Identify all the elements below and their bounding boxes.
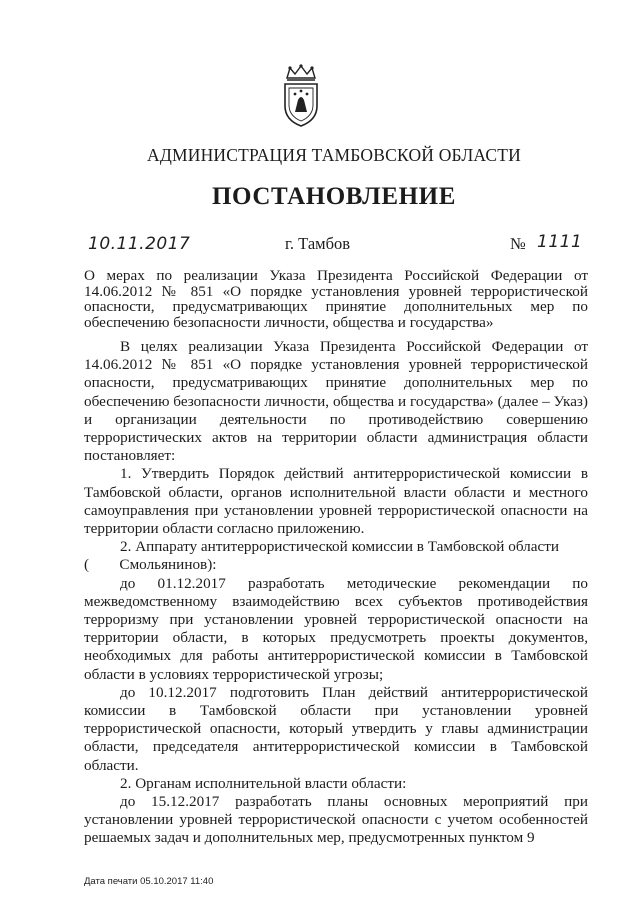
body-paragraph: 2. Аппарату антитеррористической комиссии в Тамбовской области xyxy=(120,538,560,556)
body-paragraph: до 15.12.2017 разработать планы основных мероприятий при установлении уровней террористической опасности с учетом особенностей решаемых задач и дополнительных мер, предусмотренных пунктом 9 xyxy=(84,793,588,847)
document-type-title: ПОСТАНОВЛЕНИЕ xyxy=(211,183,457,210)
body-paragraph: 2. Органам исполнительной власти области: xyxy=(120,774,407,792)
organization-name: АДМИНИСТРАЦИЯ ТАМБОВСКОЙ ОБЛАСТИ xyxy=(147,145,521,165)
print-date-footer: Дата печати 05.10.2017 11:40 xyxy=(84,876,214,887)
document-subject: О мерах по реализации Указа Президента Российской Федерации от 14.06.2012 № 851 «О порядке установления уровней террористической опасности, предусматривающих принятие дополнительных мер по обеспечению безопасности личности, общества и государства» xyxy=(84,267,588,331)
body-paragraph: до 10.12.2017 подготовить План действий антитеррористической комиссии в Тамбовской области при установлении уровней террористической опасности, который утвердить у главы администрации области, председателя антитеррористической комиссии в Тамбовской области. xyxy=(84,683,588,774)
tambov-coat-of-arms-icon xyxy=(279,64,323,128)
handwritten-date: 10.11.2017 xyxy=(88,234,191,254)
city-name: г. Тамбов xyxy=(285,234,351,253)
body-paragraph: В целях реализации Указа Президента Российской Федерации от 14.06.2012 № 851 «О порядке установления уровней террористической опасности, предусматривающих принятие дополнительных мер по обеспечению безопасности личности, общества и государства» (далее – Указ) и организации деятельности по противодействию совершению террористических актов на территории области администрация области постановляет: xyxy=(84,338,588,465)
document-body xyxy=(84,338,588,848)
body-paragraph: до 01.12.2017 разработать методические рекомендации по межведомственному взаимодействию всех субъектов противодействия терроризму при установлении уровней террористической опасности на территории области, в которых предусмотреть проекты документов, необходимых для работы антитеррористической комиссии в Тамбовской области в условиях террористической угрозы; xyxy=(84,574,588,683)
body-paragraph: ( Смольянинов): xyxy=(84,556,217,574)
body-paragraph: 1. Утвердить Порядок действий антитеррористической комиссии в Тамбовской области, органов исполнительной власти области и местного самоуправления при установлении уровней террористической опасности на территории области согласно приложению. xyxy=(84,465,588,538)
handwritten-number: 1111 xyxy=(537,232,583,252)
number-label: № xyxy=(510,234,526,253)
